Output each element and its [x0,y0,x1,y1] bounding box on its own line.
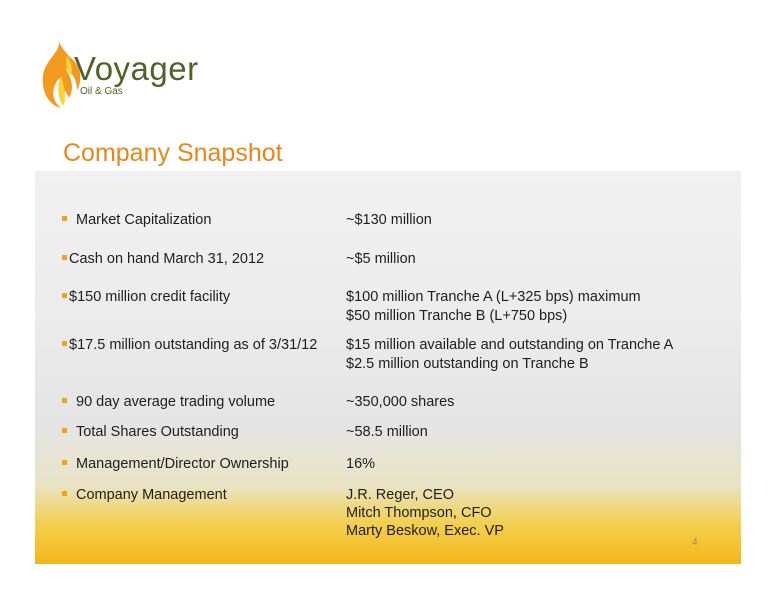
logo-name: Voyager [74,50,199,87]
item-value: $100 million Tranche A (L+325 bps) maximum [346,289,641,305]
item-value: ~350,000 shares [346,394,455,410]
item-value: $2.5 million outstanding on Tranche B [346,356,589,372]
page-number: 4 [692,537,698,548]
bullet-icon [62,341,67,346]
item-value: 16% [346,456,376,472]
logo-subtitle: Oil & Gas [80,86,123,97]
item-value: ~$130 million [346,212,432,228]
item-value: ~58.5 million [346,424,428,440]
bullet-icon [62,491,67,496]
bullet-icon [62,255,67,260]
item-label: Company Management [76,487,227,503]
bullet-icon [62,216,67,221]
item-label: Management/Director Ownership [76,456,289,472]
item-label: $17.5 million outstanding as of 3/31/12 [69,337,318,353]
item-label: Total Shares Outstanding [76,424,239,440]
bullet-icon [62,293,67,298]
item-value: $50 million Tranche B (L+750 bps) [346,308,568,324]
item-label: Cash on hand March 31, 2012 [69,251,265,267]
item-label: Market Capitalization [76,212,212,228]
slide-title: Company Snapshot [63,139,283,167]
item-value: $15 million available and outstanding on Tranche A [346,337,674,353]
item-label: 90 day average trading volume [76,394,276,410]
bullet-icon [62,398,67,403]
bullet-icon [62,428,67,433]
item-value: Marty Beskow, Exec. VP [346,523,504,539]
item-value: J.R. Reger, CEO [346,487,454,503]
bullet-icon [62,460,67,465]
item-label: $150 million credit facility [69,289,231,305]
item-value: Mitch Thompson, CFO [346,505,492,521]
item-value: ~$5 million [346,251,416,267]
